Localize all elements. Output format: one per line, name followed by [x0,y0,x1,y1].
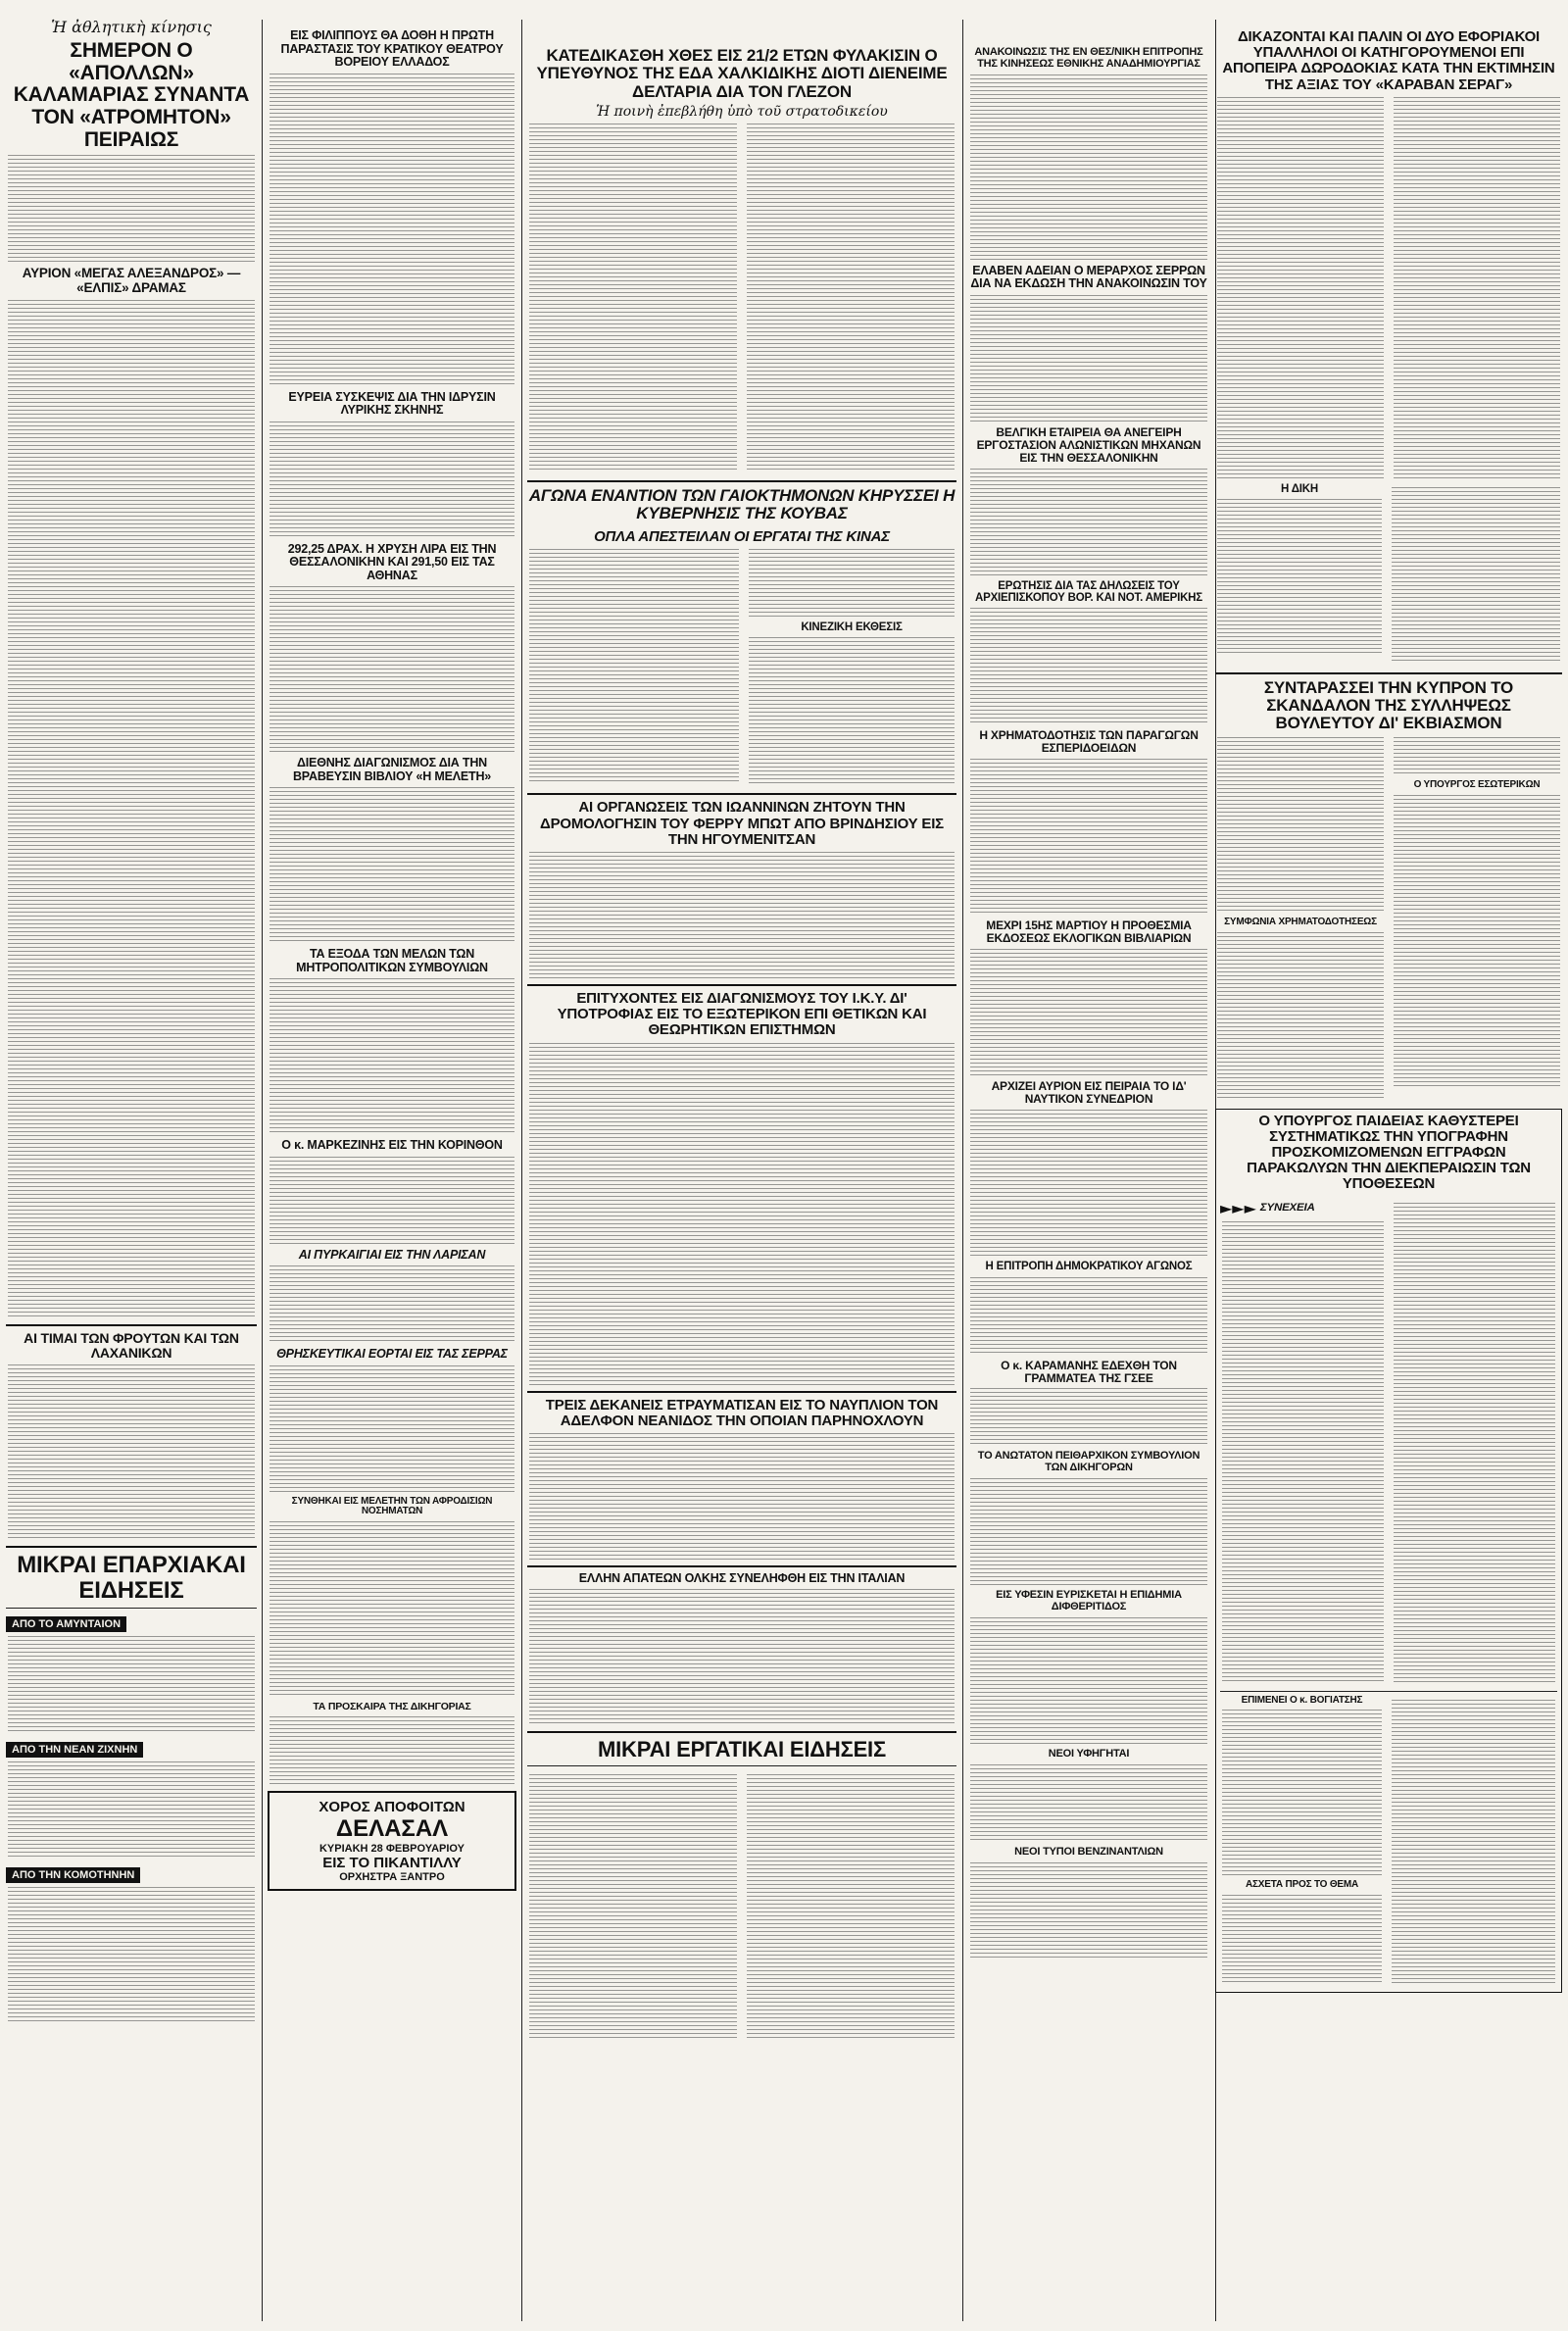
ad-line-4: ΕΙΣ ΤΟ ΠΙΚΑΝΤΙΛΛΥ [322,1855,462,1872]
headline-fruit-prices: ΑΙ ΤΙΜΑΙ ΤΩΝ ΦΡΟΥΤΩΝ ΚΑΙ ΤΩΝ ΛΑΧΑΝΙΚΩΝ [24,1329,239,1361]
headline-democratic-struggle: Η ΕΠΙΤΡΟΠΗ ΔΗΜΟΚΡΑΤΙΚΟΥ ΑΓΩΝΟΣ [985,1261,1193,1273]
article-text [529,1589,955,1726]
headline-provincial-news: ΜΙΚΡΑΙ ΕΠΑΡΧΙΑΚΑΙ ΕΙΔΗΣΕΙΣ [17,1551,246,1604]
article-text [529,1774,737,2039]
article-text [970,469,1207,576]
article-text [970,759,1207,916]
headline-cuba: ΑΓΩΝΑ ΕΝΑΝΤΙΟΝ ΤΩΝ ΓΑΙΟΚΤΗΜΟΝΩΝ ΚΗΡΥΣΣΕΙ Η ΚΥΒΕΡΝΗΣΙΣ ΤΗΣ ΚΟΥΒΑΣ [528,486,956,523]
continuation-label: ΣΥΝΕΧΕΙΑ [1259,1201,1315,1214]
article-text [749,549,955,618]
article-text [749,637,955,784]
headline-tax-officials: ΔΙΚΑΖΟΝΤΑΙ ΚΑΙ ΠΑΛΙΝ ΟΙ ΔΥΟ ΕΦΟΡΙΑΚΟΙ ΥΠΑΛΛΗΛΟΙ ΟΙ ΚΑΤΗΓΟΡΟΥΜΕΝΟΙ ΕΠΙ ΑΠΟΠΕΙΡΑ ΔΩΡΟΔΟΚΙΑΣ ΚΑΤΑ ΤΗΝ ΕΚΤΙΜΗΣΙΝ ΤΗΣ ΑΞΙΑΣ ΤΟΥ «ΚΑΡΑΒΑΝ ΣΕΡΑΓ» [1222,28,1555,93]
article-text [8,1636,255,1734]
article-text [1392,487,1560,664]
article-text [747,1774,955,2039]
column-2 [268,0,516,2331]
article-text [1217,97,1384,479]
article-text [747,124,955,471]
headline-education-minister: Ο ΥΠΟΥΡΓΟΣ ΠΑΙΔΕΙΑΣ ΚΑΘΥΣΤΕΡΕΙ ΣΥΣΤΗΜΑΤΙΚΩΣ ΤΗΝ ΥΠΟΓΡΑΦΗΝ ΠΡΟΣΚΟΜΙΖΟΜΕΝΩΝ ΕΓΓΡΑΦΩΝ ΠΑΡΑΚΩΛΥΩΝ ΤΗΝ ΔΙΕΚΠΕΡΑΙΩΣΙΝ ΤΩΝ ΥΠΟΘΕΣΕΩΝ [1247,1112,1531,1193]
headline-book-competition: ΔΙΕΘΝΗΣ ΔΙΑΓΩΝΙΣΜΟΣ ΔΙΑ ΤΗΝ ΒΡΑΒΕΥΣΙΝ ΒΙΒΛΙΟΥ «Η ΜΕΛΕΤΗ» [292,756,492,783]
article-text [1217,499,1382,656]
article-text [270,1521,514,1698]
article-text [529,124,737,471]
column-1 [6,0,257,2331]
article-text [970,295,1207,422]
headline-filippoi-theatre: ΕΙΣ ΦΙΛΙΠΠΟΥΣ ΘΑ ΔΟΘΗ Η ΠΡΩΤΗ ΠΑΡΑΣΤΑΣΙΣ ΤΟΥ ΚΡΑΤΙΚΟΥ ΘΕΑΤΡΟΥ ΒΟΡΕΙΟΥ ΕΛΛΑΔΟΣ [280,28,504,69]
headline-apollon: ΣΗΜΕΡΟΝ Ο «ΑΠΟΛΛΩΝ» ΚΑΛΑΜΑΡΙΑΣ ΣΥΝΑΝΤΑ ΤΟΝ «ΑΤΡΟΜΗΤΟΝ» ΠΕΙΡΑΙΩΣ [13,39,250,151]
article-text [270,74,514,387]
tag-komotini: ΑΠΟ ΤΗΝ ΚΟΜΟΤΗΝΗΝ [6,1867,140,1883]
article-text [1394,795,1560,1089]
continuation-banner [1220,1199,1386,1217]
article-text [970,1478,1207,1586]
headline-archbishop-america: ΕΡΩΤΗΣΙΣ ΔΙΑ ΤΑΣ ΔΗΛΩΣΕΙΣ ΤΟΥ ΑΡΧΙΕΠΙΣΚΟΠΟΥ ΒΟΡ. ΚΑΙ ΝΟΤ. ΑΜΕΡΙΚΗΣ [975,579,1202,605]
article-text [270,787,514,944]
article-text [1394,1203,1555,1683]
article-text [529,1043,955,1386]
ad-line-1: ΧΟΡΟΣ ΑΠΟΦΟΙΤΩΝ [318,1799,466,1816]
headline-election-booklets: ΜΕΧΡΙ 15ΗΣ ΜΑΡΤΙΟΥ Η ΠΡΟΘΕΣΜΙΑ ΕΚΔΟΣΕΩΣ ΕΚΛΟΓΙΚΩΝ ΒΙΒΛΙΑΡΙΩΝ [986,918,1192,946]
article-text [270,1716,514,1785]
headline-china-workers: ΟΠΛΑ ΑΠΕΣΤΕΙΛΑΝ ΟΙ ΕΡΓΑΤΑΙ ΤΗΣ ΚΙΝΑΣ [594,527,890,545]
mini-headline-irrelevant: ΑΣΧΕΤΑ ΠΡΟΣ ΤΟ ΘΕΜΑ [1245,1879,1359,1891]
headline-law-practice: ΤΑ ΠΡΟΣΚΑΙΡΑ ΤΗΣ ΔΙΚΗΓΟΡΙΑΣ [313,1701,471,1713]
column-6-7 [1215,0,1562,2331]
article-text [970,74,1207,261]
article-text [1222,1710,1382,1876]
article-text [970,1110,1207,1257]
advertisement-dance [268,1791,516,1891]
mini-headline-vogiatzis: ΕΠΙΜΕΝΕΙ Ο κ. ΒΟΓΙΑΤΣΗΣ [1241,1694,1363,1706]
article-text [270,586,514,753]
mini-headline-chinese-exhibition: ΚΙΝΕΖΙΚΗ ΕΚΘΕΣΙΣ [801,620,903,633]
section-kicker: Ἡ ἀθλητικὴ κίνησις [51,18,212,36]
mini-headline-financing-agreement: ΣΥΜΦΩΝΙΑ ΧΡΗΜΑΤΟΔΟΤΗΣΕΩΣ [1224,916,1377,927]
headline-conditions: ΣΥΝΘΗΚΑΙ ΕΙΣ ΜΕΛΕΤΗΝ ΤΩΝ ΑΦΡΟΔΙΣΙΩΝ ΝΟΣΗΜΑΤΩΝ [291,1495,493,1517]
headline-karamanlis-gsee: Ο κ. ΚΑΡΑΜΑΝΗΣ ΕΔΕΧΘΗ ΤΟΝ ΓΡΑΜΜΑΤΕΑ ΤΗΣ ΓΣΕΕ [1001,1358,1177,1385]
article-text [970,1277,1207,1356]
headline-swindler-italy: ΕΛΛΗΝ ΑΠΑΤΕΩΝ ΟΛΚΗΣ ΣΥΝΕΛΗΦΘΗ ΕΙΣ ΤΗΝ ΙΤΑΛΙΑΝ [578,1570,906,1585]
article-text [270,1265,514,1344]
headline-diphtheria: ΕΙΣ ΥΦΕΣΙΝ ΕΥΡΙΣΚΕΤΑΙ Η ΕΠΙΔΗΜΙΑ ΔΙΦΘΕΡΙΤΙΔΟΣ [996,1589,1182,1613]
article-text [970,1617,1207,1745]
article-text [270,978,514,1135]
ad-line-3: ΚΥΡΙΑΚΗ 28 ΦΕΒΡΟΥΑΡΙΟΥ [318,1843,465,1856]
ad-line-5: ΟΡΧΗΣΤΡΑ ΞΑΝΤΡΟ [339,1871,445,1884]
tag-nea-zichni: ΑΠΟ ΤΗΝ ΝΕΑΝ ΖΙΧΝΗΝ [6,1742,143,1758]
article-text [8,1364,255,1541]
headline-citrus-financing: Η ΧΡΗΜΑΤΟΔΟΤΗΣΙΣ ΤΩΝ ΠΑΡΑΓΩΓΩΝ ΕΣΠΕΡΙΔΟΕΙΔΩΝ [979,728,1199,756]
headline-megas-alexandros: ΑΥΡΙΟΝ «ΜΕΓΑΣ ΑΛΕΞΑΝΔΡΟΣ» — «ΕΛΠΙΣ» ΔΡΑΜΑΣ [22,266,241,295]
headline-serres-general: ΕΛΑΒΕΝ ΑΔΕΙΑΝ Ο ΜΕΡΑΡΧΟΣ ΣΕΡΡΩΝ ΔΙΑ ΝΑ ΕΚΔΩΣΗ ΤΗΝ ΑΝΑΚΟΙΝΩΣΙΝ ΤΟΥ [970,263,1207,291]
headline-national-movement: ΑΝΑΚΟΙΝΩΣΙΣ ΤΗΣ ΕΝ ΘΕΣ/ΝΙΚΗ ΕΠΙΤΡΟΠΗΣ ΤΗΣ ΚΙΝΗΣΕΩΣ ΕΘΝΙΚΗΣ ΑΝΑΔΗΜΙΟΥΡΓΙΑΣ [974,46,1203,70]
headline-cyprus-scandal: ΣΥΝΤΑΡΑΣΣΕΙ ΤΗΝ ΚΥΠΡΟΝ ΤΟ ΣΚΑΝΔΑΛΟΝ ΤΗΣ ΣΥΛΛΗΨΕΩΣ ΒΟΥΛΕΥΤΟΥ ΔΙ' ΕΚΒΙΑΣΜΟΝ [1263,677,1514,733]
article-text [1222,1895,1382,1983]
headline-belgian-factory: ΒΕΛΓΙΚΗ ΕΤΑΙΡΕΙΑ ΘΑ ΑΝΕΓΕΙΡΗ ΕΡΓΟΣΤΑΣΙΟΝ ΑΛΩΝΙΣΤΙΚΩΝ ΜΗΧΑΝΩΝ ΕΙΣ ΤΗΝ ΘΕΣΣΑΛΟΝΙΚΗΝ [976,424,1201,465]
arrow-icon: ►►► [1220,1198,1256,1217]
headline-new-lecturers: ΝΕΟΙ ΥΦΗΓΗΤΑΙ [1048,1747,1130,1760]
column-3-4 [527,0,956,2331]
article-text [1217,737,1384,914]
headline-metropolitan-councils: ΤΑ ΕΞΟΔΑ ΤΩΝ ΜΕΛΩΝ ΤΩΝ ΜΗΤΡΟΠΟΛΙΤΙΚΩΝ ΣΥΜΒΟΥΛΙΩΝ [296,947,488,974]
headline-gold-sovereign: 292,25 ΔΡΑΧ. Η ΧΡΥΣΗ ΛΙΡΑ ΕΙΣ ΤΗΝ ΘΕΣΣΑΛΟΝΙΚΗΝ ΚΑΙ 291,50 ΕΙΣ ΤΑΣ ΑΘΗΝΑΣ [287,541,497,582]
headline-labor-news: ΜΙΚΡΑΙ ΕΡΓΑΤΙΚΑΙ ΕΙΔΗΣΕΙΣ [598,1737,886,1762]
article-text [1394,97,1560,479]
article-text [8,1761,255,1860]
tag-amyntaion: ΑΠΟ ΤΟ ΑΜΥΝΤΑΙΟΝ [6,1616,126,1632]
article-text [1222,1221,1384,1682]
article-text [970,1862,1207,1960]
article-text [970,1764,1207,1843]
article-text [970,949,1207,1076]
article-text [8,155,255,263]
mini-headline-interior-minister: Ο ΥΠΟΥΡΓΟΣ ΕΣΩΤΕΡΙΚΩΝ [1413,778,1541,790]
article-text [8,1887,255,2024]
article-text [270,1365,514,1493]
headline-markezinis: Ο κ. ΜΑΡΚΕΖΙΝΗΣ ΕΙΣ ΤΗΝ ΚΟΡΙΝΘΟΝ [281,1138,503,1152]
headline-lyric-stage: ΕΥΡΕΙΑ ΣΥΣΚΕΨΙΣ ΔΙΑ ΤΗΝ ΙΔΡΥΣΙΝ ΛΥΡΙΚΗΣ ΣΚΗΝΗΣ [288,389,496,417]
headline-lawyers-council: ΤΟ ΑΝΩΤΑΤΟΝ ΠΕΙΘΑΡΧΙΚΟΝ ΣΥΜΒΟΥΛΙΟΝ ΤΩΝ ΔΙΚΗΓΟΡΩΝ [977,1450,1200,1474]
headline-nafplio-injury: ΤΡΕΙΣ ΔΕΚΑΝΕΙΣ ΕΤΡΑΥΜΑΤΙΣΑΝ ΕΙΣ ΤΟ ΝΑΥΠΛΙΟΝ ΤΟΝ ΑΔΕΛΦΟΝ ΝΕΑΝΙΔΟΣ ΤΗΝ ΟΠΟΙΑΝ ΠΑΡΗΝΟΧΛΟΥΝ [545,1396,939,1429]
article-text [270,422,514,539]
article-text [529,852,955,979]
article-text [1394,737,1560,776]
ad-line-2: ΔΕΛΑΣΑΛ [335,1815,449,1843]
headline-serres-feasts: ΘΡΗΣΚΕΥΤΙΚΑΙ ΕΟΡΤΑΙ ΕΙΣ ΤΑΣ ΣΕΡΡΑΣ [276,1347,508,1361]
headline-petrol-pumps: ΝΕΟΙ ΤΥΠΟΙ ΒΕΝΖΙΝΑΝΤΛΙΩΝ [1014,1845,1163,1858]
column-5 [968,0,1209,2331]
mini-headline-trial: Η ΔΙΚΗ [1281,482,1318,495]
article-text [970,1388,1207,1447]
article-text [970,608,1207,725]
article-text [1217,932,1384,1099]
headline-eda-sentence: ΚΑΤΕΔΙΚΑΣΘΗ ΧΘΕΣ ΕΙΣ 21/2 ΕΤΩΝ ΦΥΛΑΚΙΣΙΝ Ο ΥΠΕΥΘΥΝΟΣ ΤΗΣ ΕΔΑ ΧΑΛΚΙΔΙΚΗΣ ΔΙΟΤΙ ΔΙΕΝΕΙΜΕ ΔΕΛΤΑΡΙΑ ΔΙΑ ΤΟΝ ΓΛΕΖΟΝ [536,46,948,101]
headline-larissa-fires: ΑΙ ΠΥΡΚΑΙΓΙΑΙ ΕΙΣ ΤΗΝ ΛΑΡΙΣΑΝ [298,1247,486,1262]
article-text [529,549,739,784]
article-text [529,1433,955,1561]
boxed-story-education [1215,1109,1562,1993]
headline-ioannina-ferry: ΑΙ ΟΡΓΑΝΩΣΕΙΣ ΤΩΝ ΙΩΑΝΝΙΝΩΝ ΖΗΤΟΥΝ ΤΗΝ ΔΡΟΜΟΛΟΓΗΣΙΝ ΤΟΥ ΦΕΡΡΥ ΜΠΩΤ ΑΠΟ ΒΡΙΝΔΗΣΙΟΥ ΕΙΣ ΤΗΝ ΗΓΟΥΜΕΝΙΤΣΑΝ [540,799,944,848]
article-text [270,1157,514,1245]
article-text [8,300,255,1319]
headline-naval-congress: ΑΡΧΙΖΕΙ ΑΥΡΙΟΝ ΕΙΣ ΠΕΙΡΑΙΑ ΤΟ ΙΔ' ΝΑΥΤΙΚΟΝ ΣΥΝΕΔΡΙΟΝ [991,1079,1187,1107]
subheadline-court-martial: Ἡ ποινὴ ἐπεβλήθη ὑπὸ τοῦ στρατοδικείου [596,104,888,121]
headline-iky-scholarships: ΕΠΙΤΥΧΟΝΤΕΣ ΕΙΣ ΔΙΑΓΩΝΙΣΜΟΥΣ ΤΟΥ Ι.Κ.Υ. ΔΙ' ΥΠΟΤΡΟΦΙΑΣ ΕΙΣ ΤΟ ΕΞΩΤΕΡΙΚΟΝ ΕΠΙ ΘΕΤΙΚΩΝ ΚΑΙ ΘΕΩΡΗΤΙΚΩΝ ΕΠΙΣΤΗΜΩΝ [557,989,927,1039]
article-text [1392,1700,1555,1984]
